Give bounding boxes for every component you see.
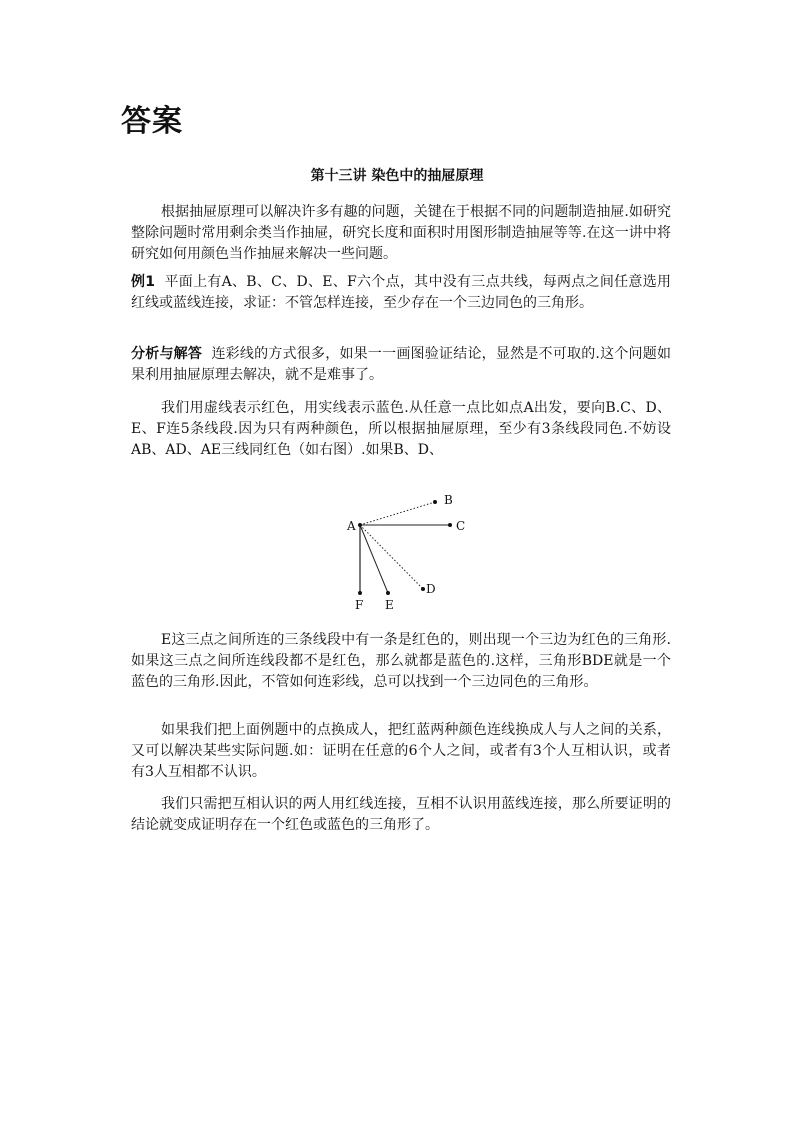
page-heading: 答案 bbox=[121, 104, 183, 139]
color-method-paragraph: 我们用虚线表示红色，用实线表示蓝色.从任意一点比如点A出发，要向B.C、D、E、F连5条线段.因为只有两种颜色，所以根据抽屉原理，至少有3条线段同色.不妨设AB、AD、AE三线同红色（如右图）.如果B、D、 bbox=[131, 400, 671, 458]
people-application-paragraph: 如果我们把上面例题中的点换成人，把红蓝两种颜色连线换成人与人之间的关系，又可以解决某些实际问题.如：证明在任意的6个人之间，或者有3个人互相认识，或者有3人互相都不认识。 bbox=[131, 722, 671, 780]
analysis-paragraph bbox=[131, 344, 671, 386]
point-f-dot bbox=[358, 591, 362, 595]
point-label-e: E bbox=[385, 598, 394, 612]
point-d-dot bbox=[421, 587, 425, 591]
intro-paragraph: 根据抽屉原理可以解决许多有趣的问题，关键在于根据不同的问题制造抽屉.如研究整除问题时常用剩余类当作抽屉，研究长度和面积时用图形制造抽屉等等.在这一讲中将研究如何用颜色当作抽屉来解决一些问题。 bbox=[131, 204, 671, 262]
example-paragraph bbox=[131, 272, 671, 314]
point-label-b: B bbox=[444, 493, 453, 507]
example-text: 平面上有A、B、C、D、E、F六个点，其中没有三点共线，每两点之间任意选用红线或蓝线连接，求证：不管怎样连接，至少存在一个三边同色的三角形。 bbox=[131, 274, 671, 311]
conclusion-triangle-paragraph: E这三点之间所连的三条线段中有一条是红色的，则出现一个三边为红色的三角形.如果这三点之间所连线段都不是红色，那么就都是蓝色的.这样，三角形BDE就是一个蓝色的三角形.因此，不管如何连彩线，总可以找到一个三边同色的三角形。 bbox=[131, 632, 671, 690]
point-label-c: C bbox=[456, 519, 466, 533]
point-b-dot bbox=[433, 500, 437, 504]
point-label-f: F bbox=[355, 598, 364, 612]
line-ad-dotted bbox=[360, 525, 423, 589]
line-ab-dotted bbox=[360, 502, 435, 525]
point-label-a: A bbox=[347, 519, 356, 533]
example-label: 例1 bbox=[131, 274, 156, 290]
line-ae-solid bbox=[360, 525, 388, 593]
point-c-dot bbox=[448, 523, 452, 527]
analysis-text: 连彩线的方式很多，如果一一画图验证结论，显然是不可取的.这个问题如果利用抽屉原理去解决，就不是难事了。 bbox=[131, 346, 671, 383]
final-conclusion-paragraph: 我们只需把互相认识的两人用红线连接，互相不认识用蓝线连接，那么所要证明的结论就变成证明存在一个红色或蓝色的三角形了。 bbox=[131, 796, 671, 833]
section-title: 第十三讲 染色中的抽屉原理 bbox=[310, 168, 484, 184]
point-label-d: D bbox=[426, 582, 436, 596]
analysis-label: 分析与解答 bbox=[131, 346, 203, 362]
point-connection-figure bbox=[335, 485, 475, 615]
point-e-dot bbox=[386, 591, 390, 595]
point-a-dot bbox=[358, 523, 362, 527]
